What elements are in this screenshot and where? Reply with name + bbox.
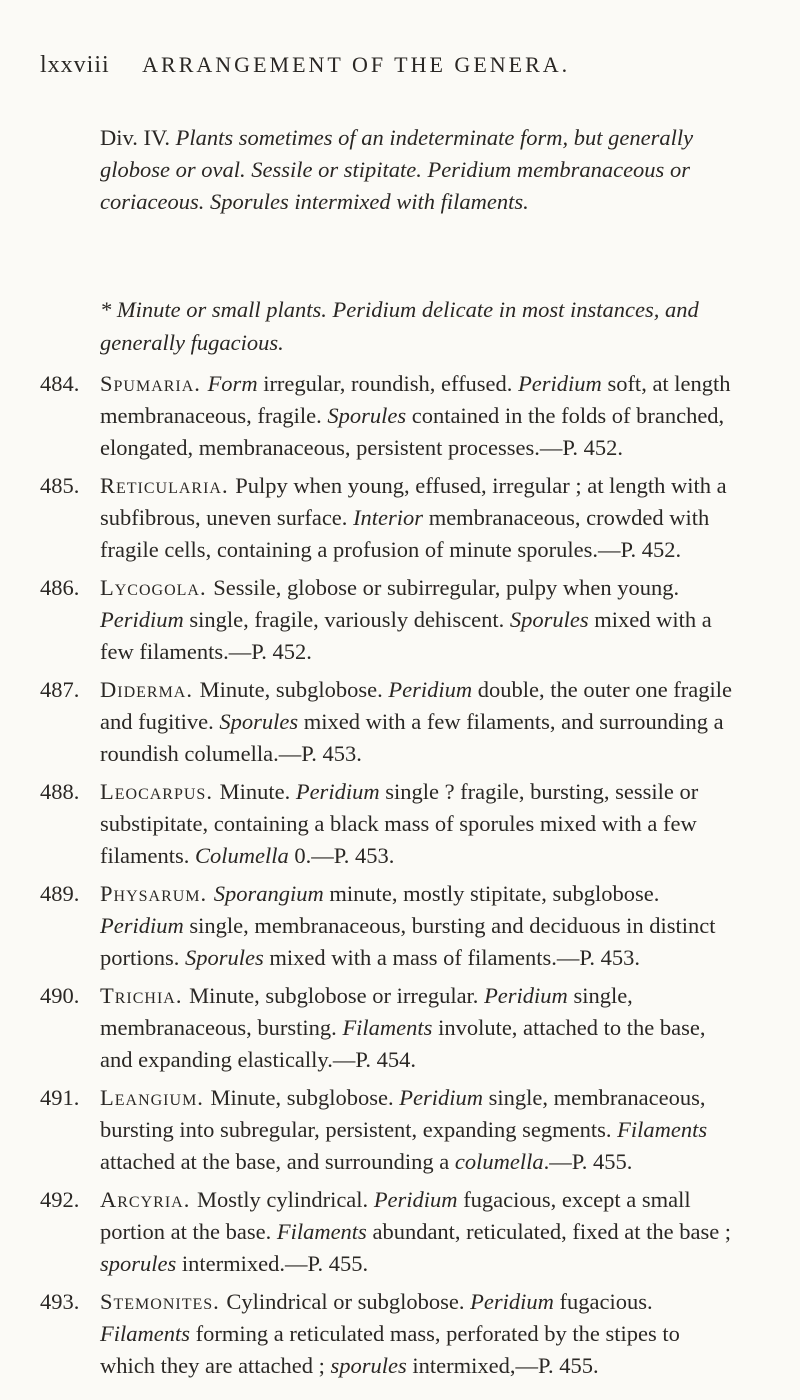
- term-italic: Peridium: [373, 1187, 458, 1212]
- genus-name: Physarum.: [100, 881, 214, 906]
- description-text: double, the outer one fragile and fugitive.: [100, 677, 733, 734]
- genus-entry: [40, 878, 740, 974]
- division-label: Div. IV.: [100, 125, 171, 150]
- description-text: Minute, subglobose or irregular.: [189, 983, 485, 1008]
- entry-number: 493.: [40, 1289, 80, 1314]
- page-header: [40, 52, 760, 79]
- genus-entry: [40, 674, 740, 770]
- running-title: ARRANGEMENT OF THE GENERA.: [142, 52, 571, 77]
- term-italic: sporules: [100, 1251, 177, 1276]
- term-italic: Peridium: [388, 677, 473, 702]
- term-italic: Sporangium: [213, 881, 324, 906]
- description-text: forming a reticulated mass, perforated by the stipes to which they are attached ;: [100, 1321, 680, 1378]
- description-text: .—P. 455.: [543, 1149, 633, 1174]
- description-text: mixed with a few filaments.—P. 452.: [100, 607, 712, 664]
- entry-number: 487.: [40, 677, 80, 702]
- term-italic: Peridium: [518, 371, 602, 396]
- description-text: attached at the base, and surrounding a: [100, 1149, 455, 1174]
- term-italic: Sporules: [509, 607, 589, 632]
- term-italic: Sporules: [327, 403, 407, 428]
- genus-entry: [40, 1184, 740, 1280]
- description-text: Pulpy when young, effused, irregular ; at length with a subfibrous, uneven surface.: [100, 473, 727, 530]
- description-text: single, membranaceous, bursting into subregular, persistent, expanding segments.: [100, 1085, 706, 1142]
- genus-name: Reticularia.: [100, 473, 236, 498]
- description-text: single ? fragile, bursting, sessile or substipitate, containing a black mass of sporules mixed with a few filaments.: [100, 779, 699, 868]
- description-text: Minute.: [219, 779, 296, 804]
- genus-entry: [40, 776, 740, 872]
- entry-number: 488.: [40, 779, 80, 804]
- genus-name: Stemonites.: [100, 1289, 227, 1314]
- entry-number: 486.: [40, 575, 80, 600]
- description-text: single, fragile, variously dehiscent.: [183, 607, 510, 632]
- term-italic: columella: [454, 1149, 544, 1174]
- term-italic: Peridium: [100, 913, 184, 938]
- term-italic: sporules: [330, 1353, 407, 1378]
- entry-number: 492.: [40, 1187, 80, 1212]
- description-text: single, membranaceous, bursting and deciduous in distinct portions.: [100, 913, 716, 970]
- subsection-note: * Minute or small plants. Peridium delicate in most instances, and generally fugacious.: [100, 297, 699, 355]
- entry-number: 490.: [40, 983, 80, 1008]
- genus-entry: [40, 1082, 740, 1178]
- term-italic: Filaments: [100, 1321, 190, 1346]
- description-text: involute, attached to the base, and expanding elastically.—P. 454.: [100, 1015, 706, 1072]
- description-text: contained in the folds of branched, elongated, membranaceous, persistent processes.—P. 452.: [100, 403, 725, 460]
- term-italic: Sporules: [219, 709, 299, 734]
- description-text: fugacious, except a small portion at the base.: [100, 1187, 691, 1244]
- term-italic: Filaments: [276, 1219, 367, 1244]
- description-text: minute, mostly stipitate, subglobose.: [323, 881, 660, 906]
- division-heading: [100, 122, 728, 218]
- description-text: membranaceous, crowded with fragile cells, containing a profusion of minute sporules.—P. 452.: [100, 505, 710, 562]
- genus-name: Diderma.: [100, 677, 200, 702]
- description-text: abundant, reticulated, fixed at the base ;: [366, 1219, 732, 1244]
- term-italic: Sporules: [185, 945, 264, 970]
- description-text: intermixed,—P. 455.: [406, 1353, 599, 1378]
- description-text: mixed with a mass of filaments.—P. 453.: [263, 945, 640, 970]
- term-italic: Filaments: [617, 1117, 708, 1142]
- genus-entry: [40, 368, 740, 464]
- genus-entry: [40, 572, 740, 668]
- description-text: fugacious.: [553, 1289, 653, 1314]
- genus-name: Leocarpus.: [100, 779, 220, 804]
- entry-number: 485.: [40, 473, 80, 498]
- genus-entry: [40, 980, 740, 1076]
- genus-name: Leangium.: [100, 1085, 211, 1110]
- entry-number: 484.: [40, 371, 80, 396]
- page-number: lxxviii: [40, 52, 110, 78]
- genus-entry: [40, 470, 740, 566]
- description-text: irregular, roundish, effused.: [257, 371, 519, 396]
- entry-number: 491.: [40, 1085, 80, 1110]
- genus-name: Lycogola.: [100, 575, 214, 600]
- term-italic: Columella: [194, 843, 289, 868]
- description-text: Minute, subglobose.: [199, 677, 389, 702]
- term-italic: Peridium: [295, 779, 380, 804]
- term-italic: Peridium: [484, 983, 568, 1008]
- term-italic: Peridium: [399, 1085, 484, 1110]
- genus-name: Trichia.: [100, 983, 190, 1008]
- genus-name: Arcyria.: [100, 1187, 197, 1212]
- entry-number: 489.: [40, 881, 80, 906]
- term-italic: Peridium: [470, 1289, 554, 1314]
- genus-list: [40, 368, 740, 1388]
- division-description: [100, 125, 693, 214]
- description-text: single, membranaceous, bursting.: [100, 983, 633, 1040]
- term-italic: Interior: [353, 505, 424, 530]
- description-text: soft, at length membranaceous, fragile.: [100, 371, 731, 428]
- division-text-part: Plants sometimes of an indeterminate form, but generally globose or oval. Sessile or stipitate. Peridium membranaceous or coriaceous. Sporules intermixed with filaments.: [100, 125, 694, 214]
- description-text: Cylindrical or subglobose.: [226, 1289, 471, 1314]
- description-text: Mostly cylindrical.: [196, 1187, 374, 1212]
- genus-entry: [40, 1286, 740, 1382]
- description-text: Sessile, globose or subirregular, pulpy when young.: [213, 575, 680, 600]
- term-italic: Peridium: [100, 607, 184, 632]
- description-text: mixed with a few filaments, and surrounding a roundish columella.—P. 453.: [100, 709, 724, 766]
- term-italic: Form: [207, 371, 258, 396]
- description-text: Minute, subglobose.: [210, 1085, 400, 1110]
- description-text: intermixed.—P. 455.: [176, 1251, 369, 1276]
- genus-name: Spumaria.: [100, 371, 208, 396]
- description-text: 0.—P. 453.: [288, 843, 395, 868]
- term-italic: Filaments: [342, 1015, 433, 1040]
